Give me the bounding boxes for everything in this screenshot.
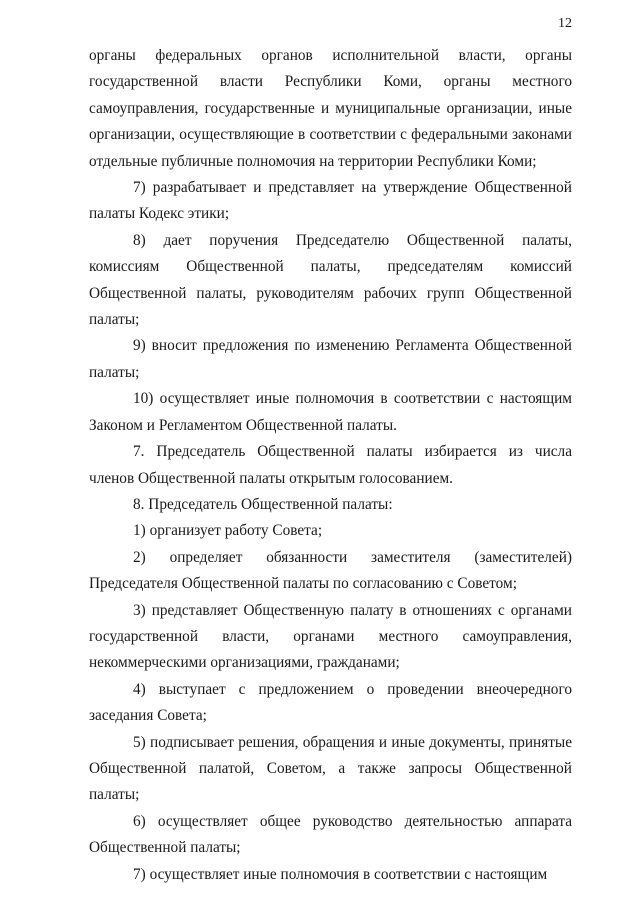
paragraph-item-7-code-of-ethics: 7) разрабатывает и представляет на утверждение Общественной палаты Кодекс этики; — [89, 179, 572, 223]
paragraph-item-8-instructions: 8) дает поручения Председателю Общественной палаты, комиссиям Общественной палаты, председателям комиссий Общественной палаты, руководителям рабочих групп Общественной палаты; — [89, 231, 572, 329]
document-body — [89, 43, 572, 888]
paragraph-chairman-item-1: 1) организует работу Совета; — [133, 522, 323, 540]
paragraph-section-7-chairman-election: 7. Председатель Общественной палаты избирается из числа членов Общественной палаты открытым голосованием. — [89, 443, 572, 487]
paragraph-chairman-item-5: 5) подписывает решения, обращения и иные документы, принятые Общественной палатой, Советом, а также запросы Общественной палаты; — [89, 733, 572, 804]
page-number: 12 — [558, 16, 572, 31]
paragraph-chairman-item-6: 6) осуществляет общее руководство деятельностью аппарата Общественной палаты; — [89, 812, 572, 857]
paragraph-chairman-item-2: 2) определяет обязанности заместителя (заместителей) Председателя Общественной палаты по согласованию с Советом; — [89, 548, 572, 593]
paragraph-item-10-other-powers: 10) осуществляет иные полномочия в соответствии с настоящим Законом и Регламентом Общественной палаты. — [89, 390, 572, 434]
paragraph-section-8-chairman: 8. Председатель Общественной палаты: — [133, 495, 393, 513]
paragraph-continuation: органы федеральных органов исполнительной власти, органы государственной власти Республики Коми, органы местного самоуправления, государственные и муниципальные организации, иные организации, осуществляющие в соответствии с федеральными законами отдельные публичные полномочия на территории Республики Коми; — [89, 47, 572, 170]
paragraph-item-9-regulation-proposals: 9) вносит предложения по изменению Регламента Общественной палаты; — [89, 337, 572, 381]
paragraph-chairman-item-7: 7) осуществляет иные полномочия в соответствии с настоящим — [133, 865, 548, 883]
paragraph-chairman-item-3: 3) представляет Общественную палату в отношениях с органами государственной власти, органами местного самоуправления, некоммерческими организациями, гражданами; — [89, 601, 572, 672]
paragraph-chairman-item-4: 4) выступает с предложением о проведении внеочередного заседания Совета; — [89, 680, 572, 725]
